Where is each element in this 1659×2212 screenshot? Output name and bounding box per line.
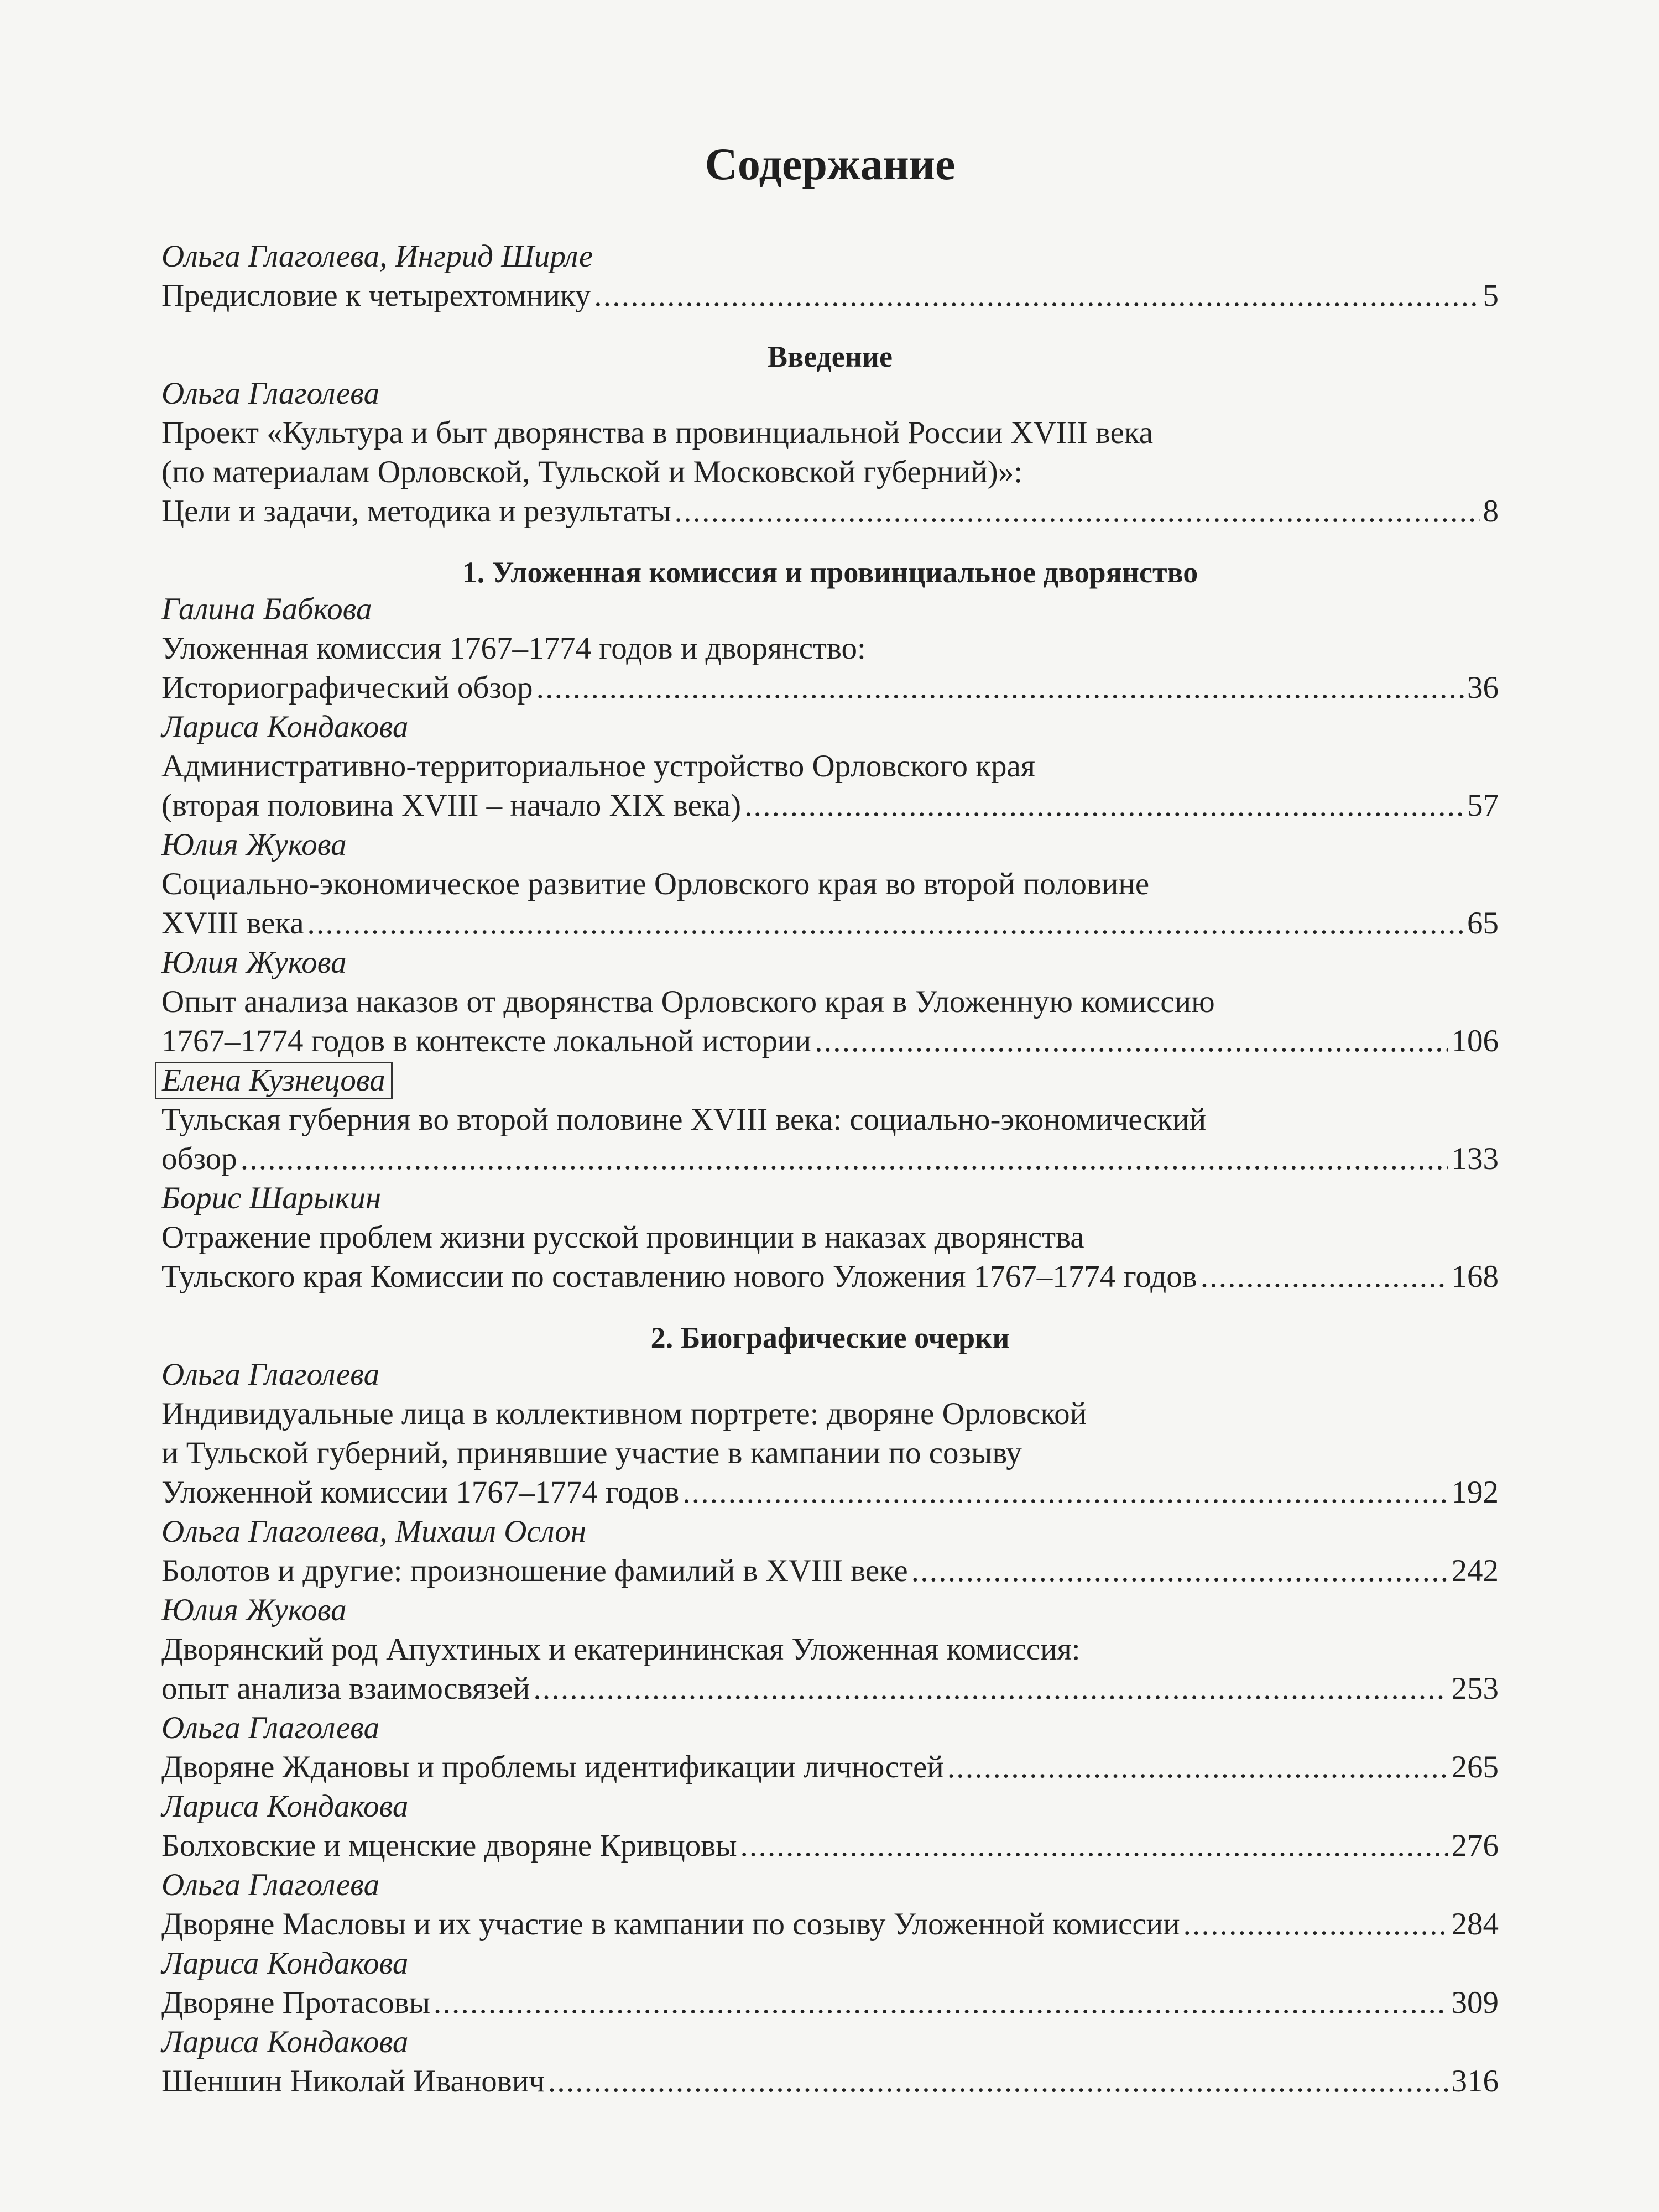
dot-leader (740, 1826, 1448, 1865)
entry-title-line: Дворянский род Апухтиных и екатерининская Уложенная комиссия: (161, 1632, 1081, 1667)
section-heading: 1. Уложенная комиссия и провинциальное дворянство (462, 556, 1198, 589)
page-number: 8 (1483, 494, 1499, 529)
entry-title-line: Индивидуальные лица в коллективном портрете: дворяне Орловской (161, 1396, 1087, 1431)
page-number: 5 (1483, 278, 1499, 313)
entry-title-text: Дворяне Масловы и их участие в кампании по созыву Уложенной комиссии (161, 1907, 1180, 1942)
table-of-contents (161, 237, 1499, 2101)
entry-title-text: (вторая половина XVIII – начало XIX века) (161, 788, 742, 823)
entry-title-text: 1767–1774 годов в контексте локальной истории (161, 1024, 812, 1058)
entry-title-line: Уложенная комиссия 1767–1774 годов и дворянство: (161, 631, 866, 666)
dot-leader (1183, 1905, 1448, 1944)
dot-leader (675, 492, 1480, 531)
section-heading: Введение (768, 340, 893, 373)
entry-title-line: Административно-территориальное устройство Орловского края (161, 749, 1035, 784)
entry-title-last-line (161, 492, 1499, 531)
entry-title-last-line (161, 904, 1499, 943)
entry-title-text: Дворяне Протасовы (161, 1985, 431, 2020)
dot-leader (947, 1747, 1448, 1787)
entry-title-text: Уложенной комиссии 1767–1774 годов (161, 1475, 680, 1510)
dot-leader (815, 1021, 1448, 1061)
entry-title-last-line (161, 2062, 1499, 2101)
toc-page (161, 0, 1499, 2212)
entry-title-text: опыт анализа взаимосвязей (161, 1671, 530, 1706)
page-number: 253 (1451, 1671, 1499, 1706)
dot-leader (682, 1473, 1448, 1512)
entry-author (161, 1061, 1499, 1100)
entry-author: Ольга Глаголева (161, 1357, 380, 1392)
entry-author: Лариса Кондакова (161, 1789, 409, 1824)
page-number: 276 (1451, 1828, 1499, 1863)
entry-title-line: Отражение проблем жизни русской провинции в наказах дворянства (161, 1220, 1084, 1255)
page-number: 65 (1467, 906, 1499, 941)
entry-title-text: Историографический обзор (161, 670, 533, 705)
entry-author: Юлия Жукова (161, 945, 347, 980)
entry-author: Юлия Жукова (161, 827, 347, 862)
entry-title-last-line (161, 1905, 1499, 1944)
entry-title-text: Болховские и мценские дворяне Кривцовы (161, 1828, 737, 1863)
entry-title-text: Цели и задачи, методика и результаты (161, 494, 671, 529)
page-number: 242 (1451, 1553, 1499, 1588)
page-number: 265 (1451, 1750, 1499, 1785)
dot-leader (911, 1551, 1448, 1590)
entry-title-line: Опыт анализа наказов от дворянства Орловского края в Уложенную комиссию (161, 984, 1215, 1019)
entry-author: Ольга Глаголева, Михаил Ослон (161, 1514, 587, 1549)
dot-leader (744, 786, 1464, 825)
entry-title-line: и Тульской губерний, принявшие участие в кампании по созыву (161, 1436, 1022, 1470)
dot-leader (548, 2062, 1448, 2101)
entry-title-line: Тульская губерния во второй половине XVIII века: социально-экономический (161, 1102, 1207, 1137)
entry-author: Ольга Глаголева (161, 376, 380, 411)
entry-author: Лариса Кондакова (161, 2025, 409, 2059)
entry-title-text: обзор (161, 1141, 237, 1176)
dot-leader (533, 1669, 1448, 1708)
entry-title-line: Социально-экономическое развитие Орловского края во второй половине (161, 867, 1150, 901)
section-heading: 2. Биографические очерки (650, 1321, 1010, 1354)
entry-title-last-line (161, 1983, 1499, 2022)
page-title: Содержание (705, 139, 956, 189)
dot-leader (434, 1983, 1448, 2022)
entry-title-text: Дворяне Ждановы и проблемы идентификации личностей (161, 1750, 944, 1785)
entry-title-last-line (161, 1139, 1499, 1178)
entry-author: Ольга Глаголева, Ингрид Ширле (161, 239, 593, 274)
boxed-author-name: Елена Кузнецова (155, 1062, 393, 1099)
dot-leader (1201, 1257, 1448, 1296)
page-number: 192 (1451, 1475, 1499, 1510)
entry-title-last-line (161, 1021, 1499, 1061)
dot-leader (594, 276, 1479, 315)
page-number: 57 (1467, 788, 1499, 823)
entry-title-last-line (161, 1257, 1499, 1296)
entry-author: Ольга Глаголева (161, 1867, 380, 1902)
dot-leader (307, 904, 1464, 943)
dot-leader (536, 668, 1464, 707)
entry-title-text: Тульского края Комиссии по составлению нового Уложения 1767–1774 годов (161, 1259, 1197, 1294)
entry-title-last-line (161, 668, 1499, 707)
entry-author: Борис Шарыкин (161, 1181, 382, 1215)
entry-title-line: Проект «Культура и быт дворянства в провинциальной России XVIII века (161, 415, 1154, 450)
entry-title-text: Предисловие к четырехтомнику (161, 278, 591, 313)
page-number: 168 (1451, 1259, 1499, 1294)
page-number: 133 (1451, 1141, 1499, 1176)
entry-author: Лариса Кондакова (161, 1946, 409, 1981)
entry-title-last-line (161, 1551, 1499, 1590)
entry-title-last-line (161, 1473, 1499, 1512)
page-number: 309 (1451, 1985, 1499, 2020)
page-number: 316 (1451, 2064, 1499, 2099)
entry-title-last-line (161, 1747, 1499, 1787)
page-number: 36 (1467, 670, 1499, 705)
entry-author: Юлия Жукова (161, 1593, 347, 1627)
entry-title-line: (по материалам Орловской, Тульской и Московской губерний)»: (161, 455, 1023, 489)
entry-title-last-line (161, 1669, 1499, 1708)
entry-title-last-line (161, 1826, 1499, 1865)
entry-title-text: Болотов и другие: произношение фамилий в XVIII веке (161, 1553, 908, 1588)
entry-author: Лариса Кондакова (161, 709, 409, 744)
entry-title-text: Шеншин Николай Иванович (161, 2064, 545, 2099)
entry-author: Ольга Глаголева (161, 1710, 380, 1745)
dot-leader (241, 1139, 1448, 1178)
entry-title-last-line (161, 786, 1499, 825)
page-number: 106 (1451, 1024, 1499, 1058)
page-number: 284 (1451, 1907, 1499, 1942)
entry-title-last-line (161, 276, 1499, 315)
entry-author: Галина Бабкова (161, 592, 372, 627)
entry-title-text: XVIII века (161, 906, 304, 941)
